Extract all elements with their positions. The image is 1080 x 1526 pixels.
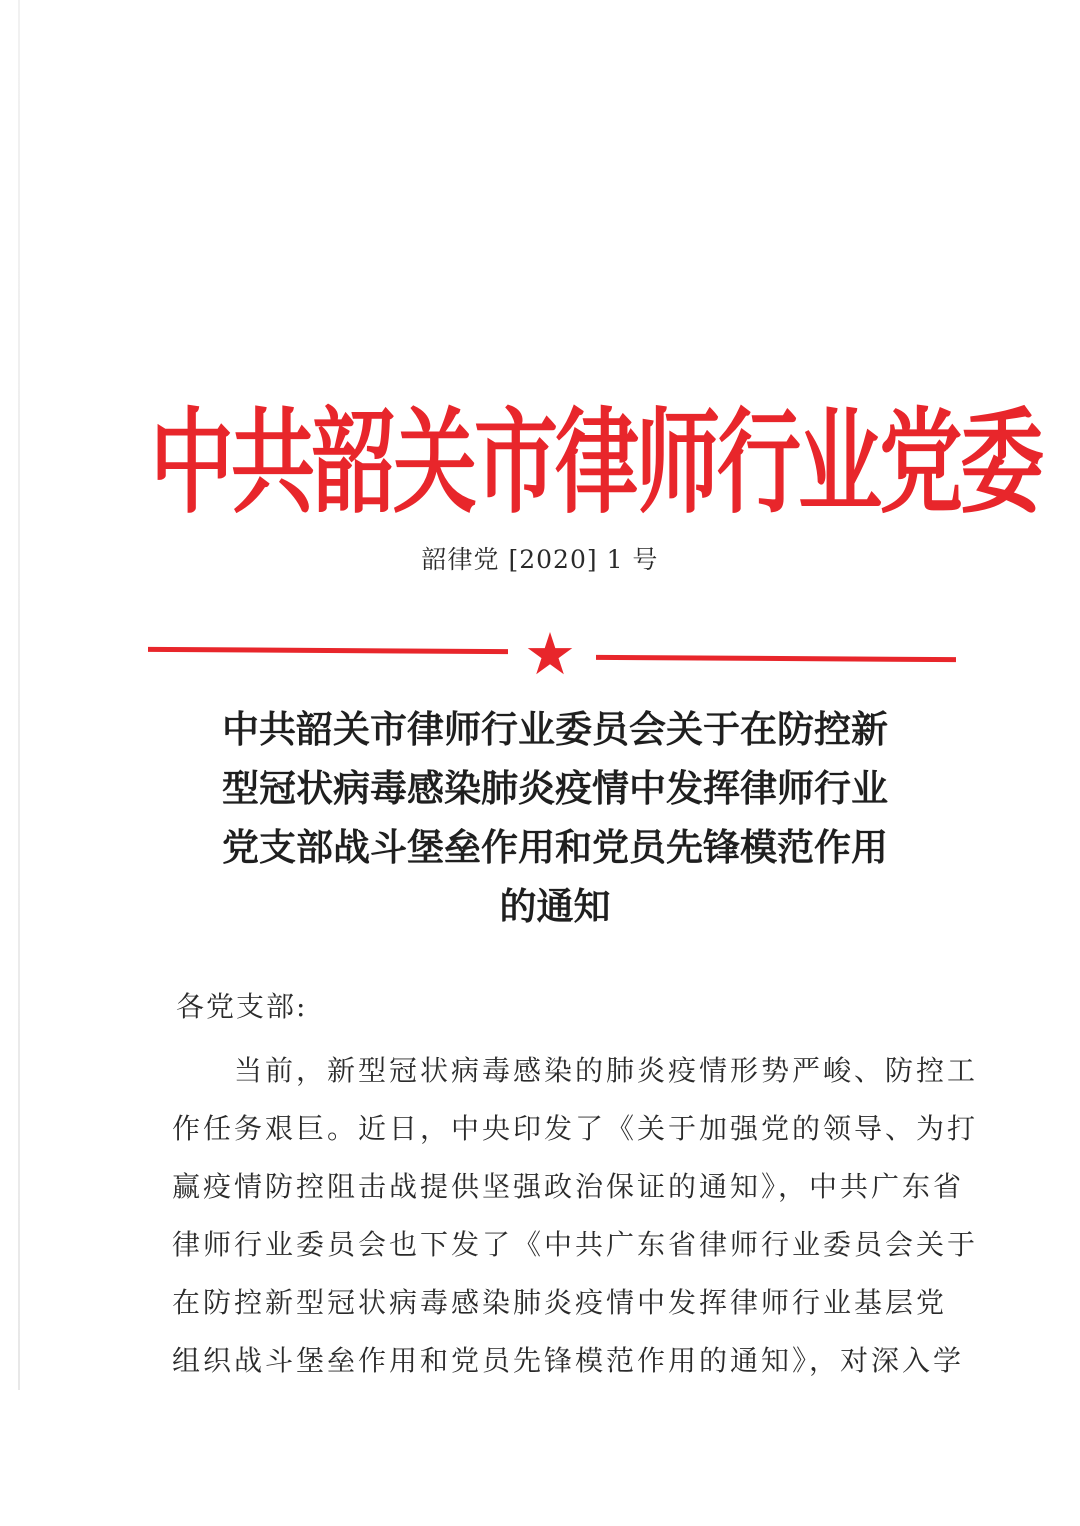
red-star-icon: ★ <box>524 620 576 688</box>
body-line: 当前，新型冠状病毒感染的肺炎疫情形势严峻、防控工 <box>234 1054 979 1087</box>
document-number: 韶律党 [2020] 1 号 <box>421 545 659 574</box>
title-line: 党支部战斗堡垒作用和党员先锋模范作用 <box>222 826 888 869</box>
scan-edge-shadow <box>18 0 20 1390</box>
title-line: 的通知 <box>499 885 611 928</box>
title-line: 型冠状病毒感染肺炎疫情中发挥律师行业 <box>222 767 888 810</box>
body-line: 在防控新型冠状病毒感染肺炎疫情中发挥律师行业基层党 <box>172 1286 948 1319</box>
title-line: 中共韶关市律师行业委员会关于在防控新 <box>222 708 888 751</box>
body-line: 赢疫情防控阻击战提供坚强政治保证的通知》，中共广东省 <box>172 1170 965 1203</box>
divider-rule-left <box>148 647 508 654</box>
body-line: 作任务艰巨。近日，中央印发了《关于加强党的领导、为打 <box>172 1112 979 1145</box>
divider-rule-right <box>596 655 956 662</box>
body-line: 组织战斗堡垒作用和党员先锋模范作用的通知》，对深入学 <box>172 1344 965 1377</box>
salutation: 各党支部: <box>176 990 308 1023</box>
body-paragraph <box>172 1042 979 1390</box>
page-bottom-margin <box>0 1390 1080 1526</box>
issuer-heading: 中共韶关市律师行业党委 <box>150 395 1042 530</box>
body-line: 律师行业委员会也下发了《中共广东省律师行业委员会关于 <box>172 1228 979 1261</box>
notice-title <box>175 700 935 936</box>
